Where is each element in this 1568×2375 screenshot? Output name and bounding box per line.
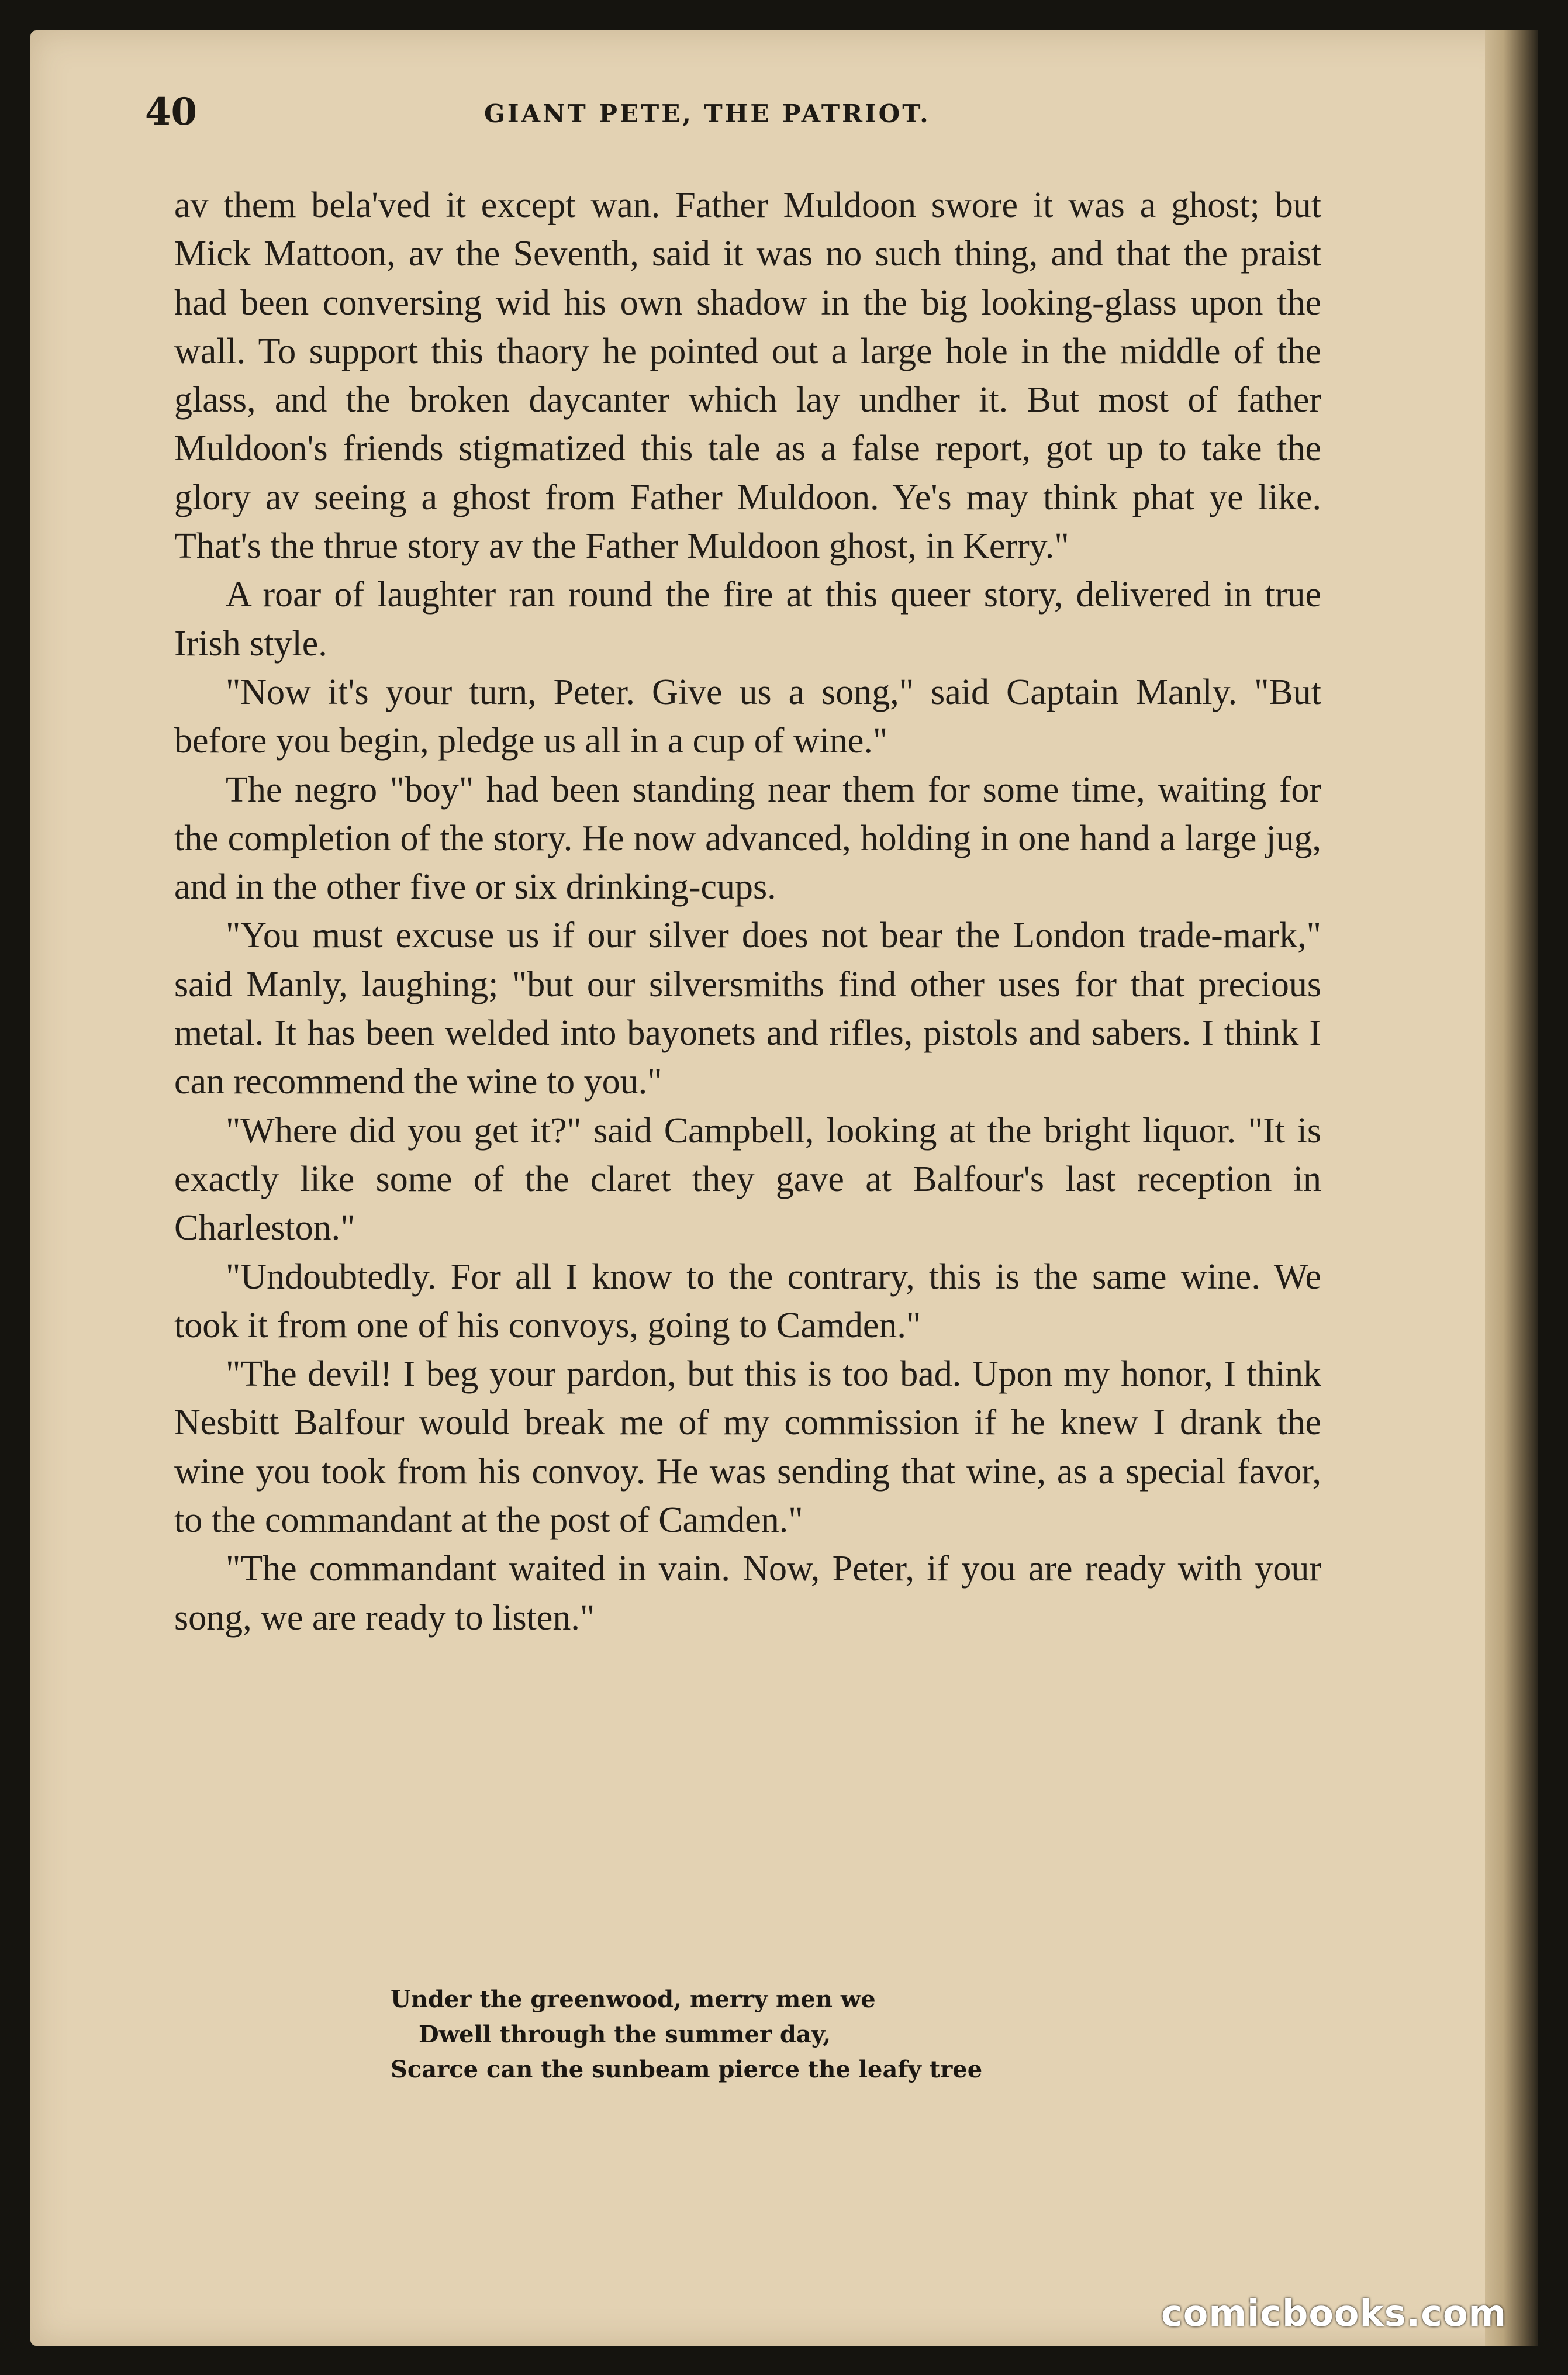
paragraph: "The devil! I beg your pardon, but this is too bad. Upon my honor, I think Nesbitt Balfour would break me of my commission if he knew I drank the wine you took from his convoy. He was sending that wine, as a special favor, to the commandant at the post of Camden." <box>174 1354 1321 1541</box>
paragraph: "Undoubtedly. For all I know to the contrary, this is the same wine. We took it from one of his convoys, going to Camden." <box>174 1256 1321 1345</box>
song-verse <box>391 1982 1151 2087</box>
site-watermark: comicbooks.com <box>1161 2292 1507 2335</box>
page-header <box>145 89 1326 141</box>
paragraph: "Where did you get it?" said Campbell, looking at the bright liquor. "It is exactly like some of the claret they gave at Balfour's last reception in Charleston." <box>174 1110 1321 1248</box>
verse-line: Under the greenwood, merry men we <box>391 1986 876 2013</box>
paragraph: "You must excuse us if our silver does not bear the London trade-mark," said Manly, laughing; "but our silversmiths find other uses for that precious metal. It has been welded into bayonets and rifles, pistols and sabers. I think I can recommend the wine to you." <box>174 916 1321 1102</box>
verse-line: Scarce can the sunbeam pierce the leafy tree <box>391 2056 983 2083</box>
page-number: 40 <box>145 90 198 134</box>
paragraph: A roar of laughter ran round the fire at this queer story, delivered in true Irish style. <box>174 575 1321 664</box>
running-head: GIANT PETE, THE PATRIOT. <box>484 99 931 128</box>
paragraph: av them bela'ved it except wan. Father Muldoon swore it was a ghost; but Mick Mattoon, av the Seventh, said it was no such thing, and that the praist had been conversing wid his own shadow in the big looking-glass upon the wall. To support this thaory he pointed out a large hole in the middle of the glass, and the broken daycanter which lay undher it. But most of father Muldoon's friends stigmatized this tale as a false report, got up to take the glory av seeing a ghost from Father Muldoon. Ye's may think phat ye like. That's the thrue story av the Father Muldoon ghost, in Kerry." <box>174 185 1321 567</box>
book-gutter <box>1485 30 1538 2346</box>
paragraph: "The commandant waited in vain. Now, Peter, if you are ready with your song, we are ready to listen." <box>174 1549 1321 1638</box>
paragraph: The negro "boy" had been standing near them for some time, waiting for the completion of the story. He now advanced, holding in one hand a large jug, and in the other five or six drinking-cups. <box>174 769 1321 907</box>
body-text <box>174 181 1321 1642</box>
paragraph: "Now it's your turn, Peter. Give us a song," said Captain Manly. "But before you begin, pledge us all in a cup of wine." <box>174 672 1321 761</box>
verse-line: Dwell through the summer day, <box>419 2021 831 2048</box>
